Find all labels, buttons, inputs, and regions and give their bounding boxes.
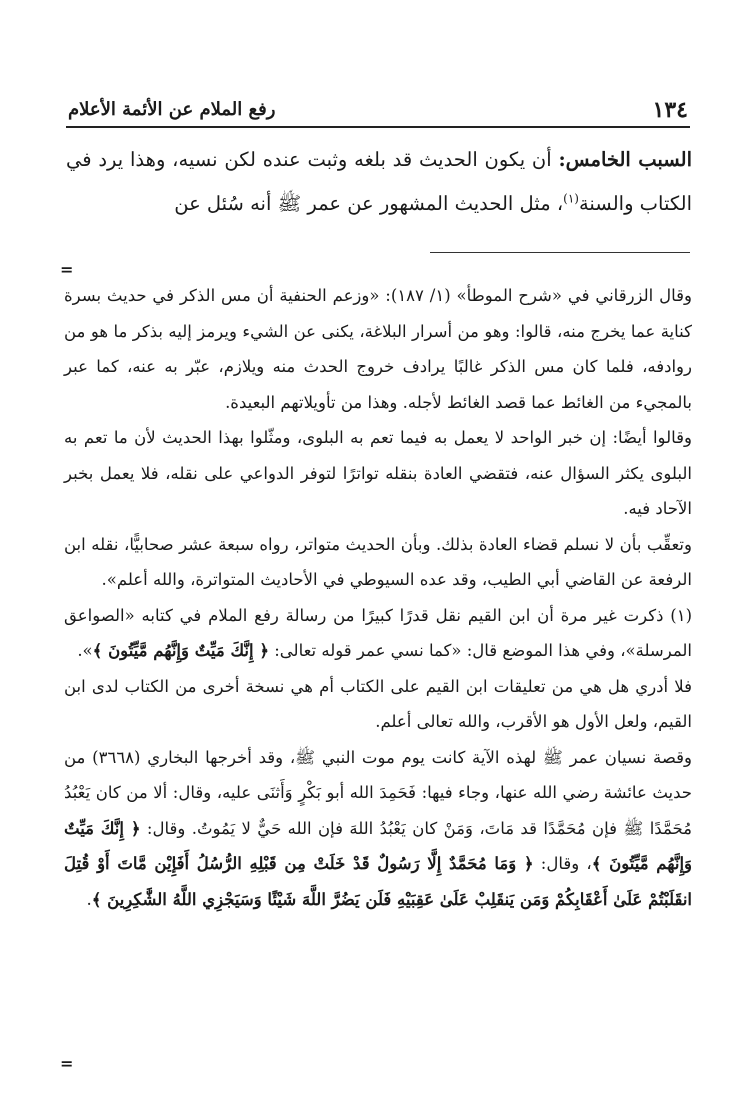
main-paragraph	[66, 138, 692, 226]
footnote-1-end: ».	[77, 641, 93, 660]
continuation-marker: =	[60, 260, 74, 279]
footnote-paragraph-5: فلا أدري هل هي من تعليقات ابن القيم على الكتاب أم هي نسخة أخرى من الكتاب لدى ابن القيم، ولعل الأول هو الأقرب، والله تعالى أعلم.	[64, 676, 692, 731]
quran-verse-1: ﴿ إِنَّكَ مَيِّتٌ وَإِنَّهُم مَّيِّتُونَ ﴾	[64, 818, 693, 873]
quran-verse: ﴿ إِنَّكَ مَيِّتٌ وَإِنَّهُم مَّيِّتُونَ ﴾	[92, 641, 269, 660]
main-text-part-1: أن يكون الحديث قد بلغه وثبت عنده لكن نسيه، وهذا يرد في الكتاب والسنة	[66, 148, 692, 215]
footnote-paragraph-6	[64, 740, 692, 918]
footnote-6-text: وقصة نسيان عمر ﷺ لهذه الآية كانت يوم موت النبي ﷺ، وقد أخرجها البخاري (٣٦٦٨) من حديث عائشة رضي الله عنها، وجاء فيها: فَحَمِدَ الله أبو بَكْرٍ وَأَثنَى عليه، وقال: ألا من كان يَعْبُدُ مُحَمَّدًا ﷺ فإن مُحَمَّدًا قد مَاتَ، وَمَنْ كان يَعْبُدُ اللهَ فإن الله حَيٌّ لا يَمُوتُ. وقال:	[64, 747, 693, 838]
section-lead: السبب الخامس:	[558, 148, 692, 171]
footnote-6-end: .	[86, 889, 92, 909]
footnote-paragraph-2: وقالوا أيضًا: إن خبر الواحد لا يعمل به فيما تعم به البلوى، ومثّلوا بهذا الحديث لأن ما تعم به البلوى يكثر السؤال عنه، فتقضي العادة بنقله تواترًا لتوفر الدواعي على نقله، فلا يعمل بخبر الآحاد فيه.	[64, 428, 692, 518]
page-number: ١٣٤	[652, 97, 688, 123]
footnote-paragraph-3: وتعقِّب بأن لا نسلم قضاء العادة بذلك. وبأن الحديث متواتر، رواه سبعة عشر صحابيًّا، نقله ابن الرفعة عن القاضي أبي الطيب، وقد عده السيوطي في الأحاديث المتواترة، والله أعلم».	[64, 534, 692, 589]
footnote-separator	[430, 252, 690, 253]
end-marker: =	[60, 1054, 74, 1073]
page-header	[68, 88, 688, 124]
main-text	[66, 138, 692, 226]
quran-verse-2: ﴿ وَمَا مُحَمَّدٌ إِلَّا رَسُولٌ قَدْ خَلَتْ مِن قَبْلِهِ الرُّسُلُ أَفَإِيْن مَّاتَ أَوْ قُتِلَ انقَلَبْتُمْ عَلَىٰ أَعْقَابِكُمْ وَمَن يَنقَلِبْ عَلَىٰ عَقِبَيْهِ فَلَن يَضُرَّ اللَّهَ شَيْئًا وَسَيَجْزِي اللَّهُ الشَّٰكِرِينَ ﴾	[64, 854, 692, 909]
footnotes	[64, 278, 692, 917]
footnote-1-text: ذكرت غير مرة أن ابن القيم نقل قدرًا كبيرًا من رسالة رفع الملام في كتابه «الصواعق المرسلة»، وفي هذا الموضع قال: «كما نسي عمر قوله تعالى:	[64, 605, 692, 660]
footnote-1	[64, 598, 692, 669]
footnote-paragraph-1: وقال الزرقاني في «شرح الموطأ» (١/ ١٨٧): «وزعم الحنفية أن مس الذكر في حديث بسرة كناية عما يخرج منه، قالوا: وهو من أسرار البلاغة، يكنى عن الشيء ويرمز إليه بذكر ما هو من روادفه، فلما كان مس الذكر غالبًا يرادف خروج الحدث منه ويلازم، عبّر به عنه، كما عبر بالمجيء من الغائط عما قصد الغائط لأجله. وهذا من تأويلاتهم البعيدة.	[64, 286, 692, 412]
footnote-6-mid: ، وقال:	[533, 854, 592, 873]
running-title: رفع الملام عن الأئمة الأعلام	[68, 99, 276, 120]
main-text-part-2: ، مثل الحديث المشهور عن عمر ﷺ أنه سُئل عن	[174, 192, 564, 215]
footnote-reference[interactable]: (١)	[563, 191, 579, 206]
header-rule	[66, 126, 690, 128]
footnote-number: (١)	[670, 605, 692, 625]
